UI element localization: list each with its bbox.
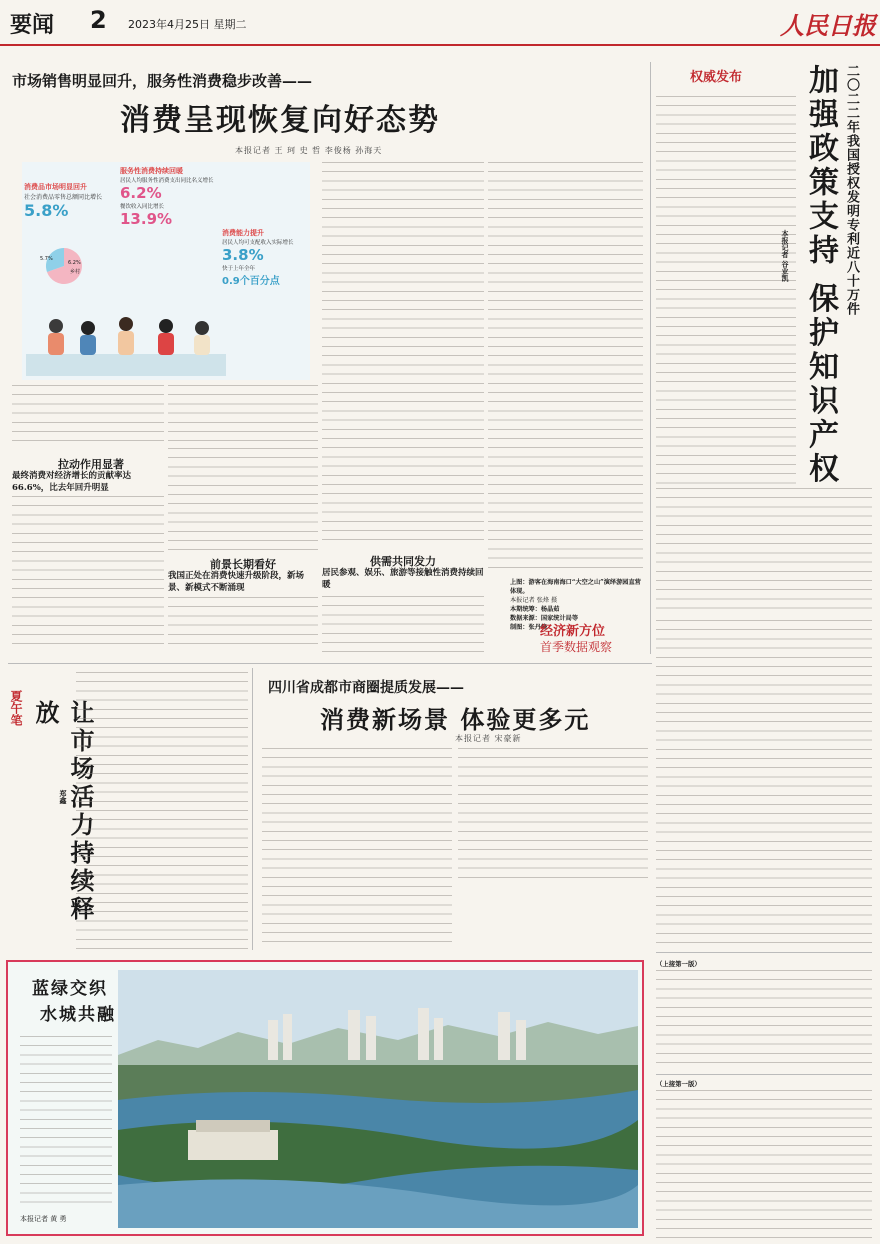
pie-label-1: 5.7% [40,256,53,262]
lead-body-col1-top [12,385,164,445]
infobox-capacity [222,228,308,328]
infobox-capacity-value1: 3.8% [222,246,264,264]
masthead-logo: 人民日报 [780,11,876,40]
issue-date: 2023年4月25日 星期二 [128,18,247,31]
infobox-goods-text: 社会消费品零售总额同比增长 [24,194,103,201]
chengdu-body-col1 [262,748,452,948]
lead-infographic [22,162,310,380]
lead-sub3-deck: 居民参观、娱乐、旅游等接触性消费持续回暖 [322,568,484,590]
pie-label-3: 乡村 [70,269,81,275]
feature-box [6,960,644,1236]
people-illustration [26,302,226,376]
lead-byline: 本报记者 王 珂 史 哲 李俊杨 孙海天 [235,146,383,155]
infobox-capacity-text2: 快于上年全年 [222,266,256,272]
economy-tag: 经济新方位 [540,624,606,639]
infobox-capacity-text1: 居民人均可支配收入实际增长 [222,240,294,246]
right-divider-2 [656,1074,872,1075]
column-divider [650,62,651,654]
story2-lead: （上接第一版） [656,1080,701,1088]
pie-label-2: 6.2% [68,260,81,266]
ip-tag: 权威发布 [690,70,743,85]
economy-tag-sub: 首季数据观察 [540,640,613,654]
chengdu-byline: 本报记者 宋豪新 [455,734,522,743]
chengdu-headline: 消费新场景 体验更多元 [320,706,591,734]
story1-body [656,970,872,1070]
lead-body-col2-top [168,385,318,445]
credit-data-source: 数据来源：国家统计局等 [510,615,579,622]
pen-tag: 夏午笔 [9,690,23,726]
lead-body-col2 [168,448,318,550]
infobox-services-value2: 13.9% [120,210,173,228]
editorial-author: 郑鑫 [59,790,68,804]
chengdu-body-col2 [458,748,648,878]
infobox-services-title: 服务性消费持续回暖 [120,167,183,175]
ip-body-mid [656,488,872,614]
page-number: 2 [90,6,107,34]
lead-sub1: 拉动作用显著 [58,458,124,471]
infobox-capacity-value2: 0.9个百分点 [222,276,280,287]
feature-title-2: 水城共融 [40,1005,116,1025]
lead-body-col1 [12,496,164,652]
lead-sub2-deck: 我国正处在消费快速升级阶段，新场景、新模式不断涌现 [168,571,305,593]
waterfront-photo [118,970,638,1228]
editorial-divider [252,668,253,950]
lead-body-col2-bottom [168,597,318,652]
lead-body-col3-bottom [322,596,484,652]
ip-vertical-kicker: 二〇二二年我国授权发明专利近八十万件 [844,64,859,316]
lead-sub3: 供需共同发力 [370,555,436,568]
ip-body-upper [656,96,796,484]
lead-sub1-deck: 最终消费对经济增长的贡献率达66.6%，比去年回升明显 [12,471,132,493]
infobox-services-text1: 居民人均服务性消费支出同比名义增长 [120,178,214,184]
editorial-body [76,672,248,950]
right-divider [656,952,872,953]
right-bottom-story1 [656,960,872,1070]
infobox-capacity-title: 消费能力提升 [222,229,264,237]
feature-title-1: 蓝绿交织 [32,979,108,999]
lead-body-col3 [322,162,484,547]
infobox-services-value1: 6.2% [120,184,162,202]
lead-kicker: 市场销售明显回升，服务性消费稳步改善—— [12,72,313,90]
ip-byline: 本报记者 谷业凯 [781,230,790,282]
lead-body-col4 [488,162,643,572]
feature-body [20,1036,112,1208]
infobox-goods-value: 5.8% [24,201,69,220]
lead-headline: 消费呈现恢复向好态势 [120,103,440,138]
feature-byline: 本报记者 黄 勇 [20,1215,67,1223]
section-name: 要闻 [10,13,55,38]
infobox-goods [24,182,106,242]
ip-body-lower [656,620,872,950]
editorial-title: 让市场活力持续释放 [31,700,95,924]
pie-chart [36,242,96,287]
infobox-services-text2: 餐饮收入同比增长 [120,204,165,210]
photo-caption: 上图：游客在海南海口“大空之山”演绎游园直营体现。 [510,579,641,595]
infobox-goods-title: 消费品市场明显回升 [24,183,87,191]
section-divider [8,663,652,664]
credit-graphics: 制图：张丹峰 [510,624,548,631]
chengdu-kicker: 四川省成都市商圈提质发展—— [268,680,464,696]
lead-sub2: 前景长期看好 [210,558,276,571]
credit-photo: 本报记者 张烽 摄 [510,597,558,604]
credit-editor: 本期统筹：杨晶茹 [510,606,560,613]
page-header [0,0,880,46]
story1-lead: （上接第一版） [656,960,701,968]
ip-vertical-headline: 加强政策支持 保护知识产权 [803,64,838,487]
story2-body [656,1090,872,1238]
right-bottom-story2 [656,1080,872,1238]
